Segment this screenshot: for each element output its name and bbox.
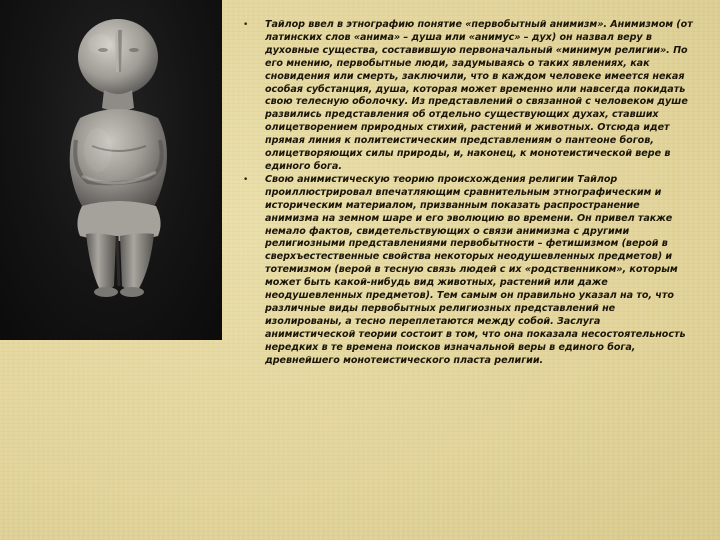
bullet-text: Свою анимистическую теорию происхождения религии Тайлор проиллюстрировал впечатляющим сравнительным этнографическим и историческим материалом, призванным показать распространение анимизма на земном шаре и его эволюцию во времени. Он привел также немало фактов, свидетельствующих о связи анимизма с другими религиозными представлениями первобытности – фетишизмом (верой в сверхъестественные свойства некоторых неодушевленных предметов) и тотемизмом (верой в тесную связь людей с их «родственником», которым может быть какой-нибудь вид животных, растений или даже неодушевленных предметов). Тем самым он правильно указал на то, что различные виды первобытных религиозных представлений не изолированы, а тесно переплетаются между собой. Заслуга анимистической теории состоит в том, что она показала несостоятельность нередких в те времена поисков изначальной веры в единого бога, древнейшего монотеистического пласта религии. [265, 173, 686, 366]
bullet-text: Тайлор ввел в этнографию понятие «первобытный анимизм». Анимизмом (от латинских слов «анима» – душа или «анимус» – дух) он назвал веру в духовные существа, составившую первоначальный «минимум религии». По его мнению, первобытные люди, задумываясь о таких явлениях, как сновидения или смерть, заключили, что в каждом человеке имеется некая особая субстанция, душа, которая может временно или навсегда покидать свою телесную оболочку. Из представлений о связанной с человеком душе развились представления об отдельно существующих духах, ставших олицетворением природных стихий, растений и животных. Отсюда идет прямая линия к политеистическим представлениям о пантеоне богов, олицетворяющих силы природы, и, наконец, к монотеистической вере в единого бога. [265, 19, 693, 172]
idol-figurine-icon [0, 0, 222, 340]
figurine-photo [0, 0, 222, 340]
bullet-marker: • [243, 174, 249, 185]
text-content [241, 19, 693, 367]
bullet-paragraph-animist-theory [241, 174, 693, 368]
figurine-torso [70, 109, 167, 217]
bullet-paragraph-animism-concept [241, 19, 693, 174]
figurine-left-leg [86, 233, 116, 290]
bullet-marker: • [243, 20, 249, 30]
figurine-right-leg [120, 233, 154, 290]
